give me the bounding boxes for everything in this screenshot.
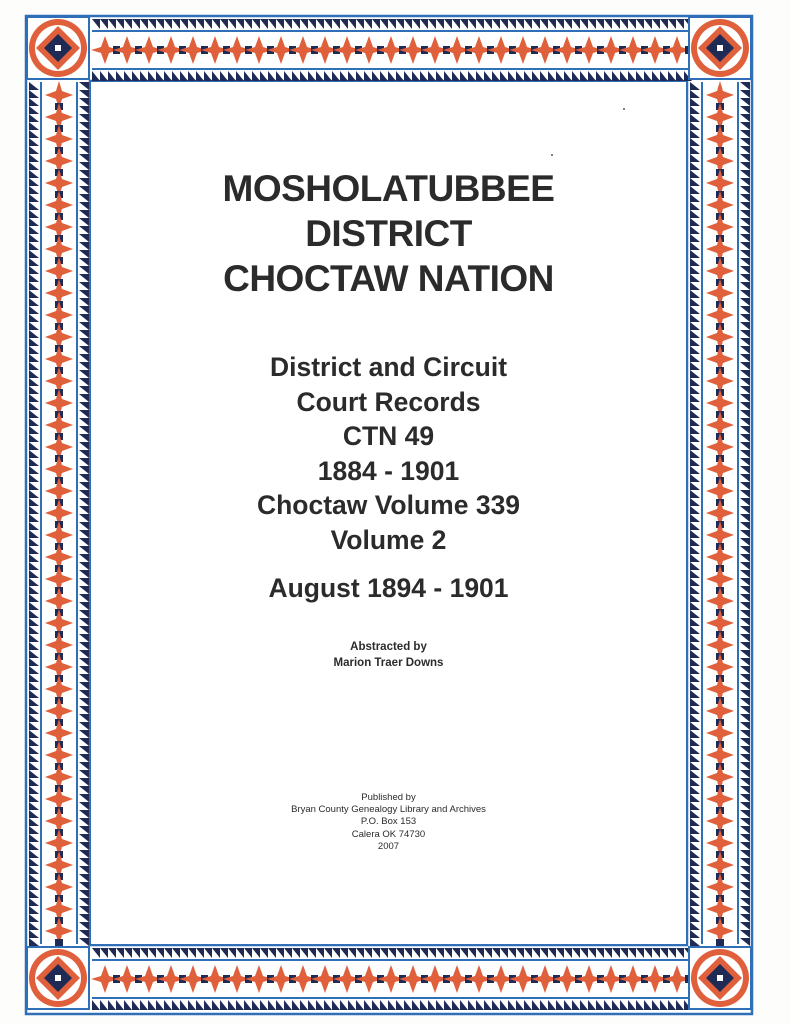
publisher-address: P.O. Box 153 — [360, 816, 417, 828]
page-speck — [551, 154, 553, 156]
corner-center-dot — [55, 975, 61, 981]
corner-center-dot — [717, 45, 723, 51]
navy-square — [55, 939, 63, 946]
main-title — [91, 166, 686, 301]
abstracted-by — [91, 639, 686, 671]
page-speck — [623, 108, 625, 110]
date-range: August 1894 - 1901 — [268, 573, 509, 603]
title-line-1: MOSHOLATUBBEE — [222, 168, 555, 209]
author-name: Marion Traer Downs — [333, 657, 444, 669]
subtitle-line-4: 1884 - 1901 — [317, 455, 460, 486]
subtitle-block — [91, 350, 686, 557]
corner-center-dot — [55, 45, 61, 51]
subtitle-line-5: Choctaw Volume 339 — [256, 490, 521, 520]
navy-square — [716, 939, 724, 946]
subtitle-line-6: Volume 2 — [330, 524, 447, 555]
published-by-label: Published by — [361, 792, 416, 803]
publication-year: 2007 — [377, 840, 400, 852]
subtitle-line-2: Court Records — [296, 386, 481, 417]
title-line-3: CHOCTAW NATION — [223, 258, 554, 299]
corner-center-dot — [717, 975, 723, 981]
subtitle-line-3: CTN 49 — [342, 421, 435, 451]
publisher-block — [91, 792, 686, 853]
publisher-city: Calera OK 74730 — [351, 828, 426, 840]
abstracted-by-label: Abstracted by — [350, 641, 427, 653]
subtitle-line-1: District and Circuit — [269, 352, 508, 382]
title-line-2: DISTRICT — [305, 213, 472, 254]
publisher-name: Bryan County Genealogy Library and Archives — [291, 804, 486, 816]
cover-page — [91, 82, 686, 944]
